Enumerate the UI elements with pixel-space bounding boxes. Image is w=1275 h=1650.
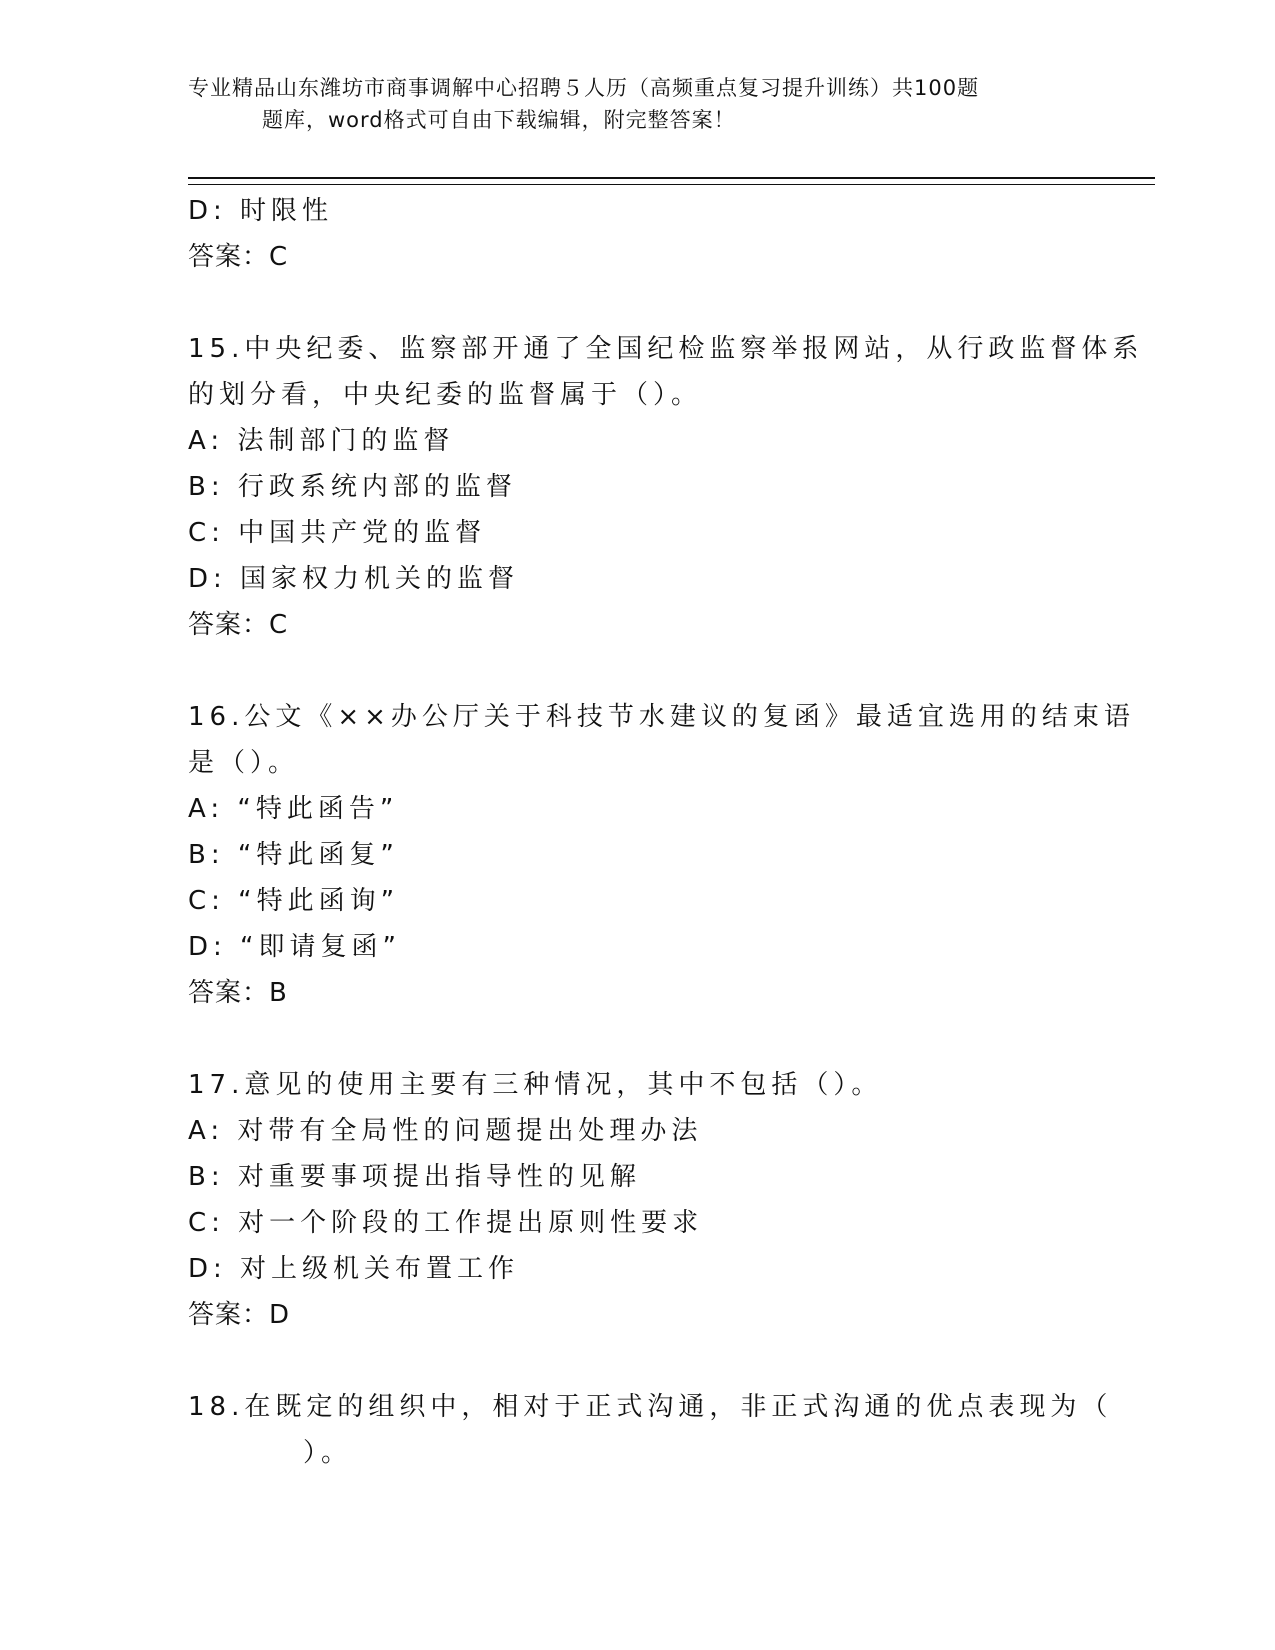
- q15-stem-line-1: 15.中央纪委、监察部开通了全国纪检监察举报网站，从行政监督体系: [188, 334, 1144, 364]
- q17-option-d: D: 对上级机关布置工作: [188, 1254, 520, 1284]
- q15-answer: 答案：C: [188, 610, 289, 640]
- prev-option-d: D: 时限性: [188, 196, 334, 226]
- q15-option-d: D: 国家权力机关的监督: [188, 564, 520, 594]
- header-title-line-1: 专业精品山东潍坊市商事调解中心招聘５人历（高频重点复习提升训练）共100题: [188, 76, 980, 100]
- q18-stem-line-2: ）。: [303, 1438, 353, 1468]
- q15-option-c: C: 中国共产党的监督: [188, 518, 487, 548]
- header-title-line-2: 题库，word格式可自由下载编辑，附完整答案！: [262, 108, 736, 132]
- q16-option-b: B: “特此函复”: [188, 840, 399, 870]
- header-divider-thin: [188, 184, 1155, 185]
- spacer: [188, 280, 1088, 326]
- q16-stem-line-1: 16.公文《××办公厅关于科技节水建议的复函》最适宜选用的结束语: [188, 702, 1135, 732]
- q16-option-a: A: “特此函告”: [188, 794, 399, 824]
- q16-option-c: C: “特此函询”: [188, 886, 400, 916]
- prev-answer: 答案：C: [188, 242, 289, 272]
- q17-option-c: C: 对一个阶段的工作提出原则性要求: [188, 1208, 704, 1238]
- document-header: [188, 72, 1088, 136]
- q16-answer: 答案：B: [188, 978, 288, 1008]
- q18-stem-line-1: 18.在既定的组织中，相对于正式沟通，非正式沟通的优点表现为（: [188, 1392, 1113, 1422]
- q17-answer: 答案：D: [188, 1300, 291, 1330]
- spacer: [188, 648, 1088, 694]
- q15-stem-line-2: 的划分看，中央纪委的监督属于（）。: [188, 380, 703, 410]
- q15-option-b: B: 行政系统内部的监督: [188, 472, 517, 502]
- q17-stem-line-1: 17.意见的使用主要有三种情况，其中不包括（）。: [188, 1070, 883, 1100]
- question-content: [188, 188, 1144, 1476]
- spacer: [188, 1016, 1088, 1062]
- q17-option-b: B: 对重要事项提出指导性的见解: [188, 1162, 641, 1192]
- q15-option-a: A: 法制部门的监督: [188, 426, 455, 456]
- spacer: [188, 1338, 1088, 1384]
- q16-stem-line-2: 是（）。: [188, 748, 300, 778]
- header-divider-thick: [188, 177, 1155, 179]
- q17-option-a: A: 对带有全局性的问题提出处理办法: [188, 1116, 703, 1146]
- q16-option-d: D: “即请复函”: [188, 932, 401, 962]
